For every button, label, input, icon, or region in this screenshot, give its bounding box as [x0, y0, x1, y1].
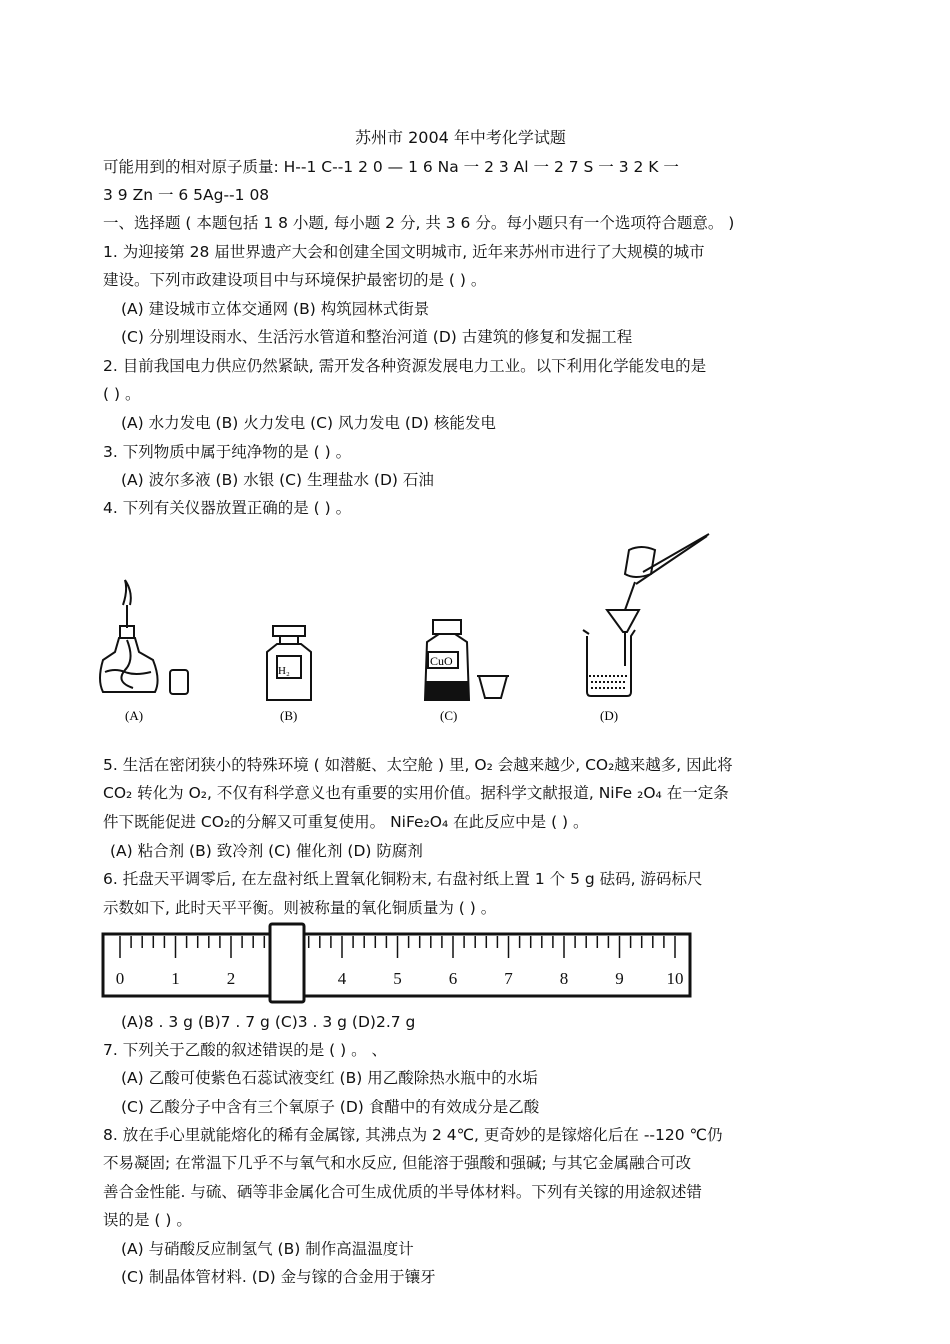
question-6-stem: 6. 托盘天平调零后, 在左盘衬纸上置氧化铜粉末, 右盘衬纸上置 1 个 5 g 砝码, 游码标尺 [103, 870, 703, 888]
section-heading: 一、选择题 ( 本题包括 1 8 小题, 每小题 2 分, 共 3 6 分。每小题只有一个选项符合题意。 ) [103, 214, 735, 232]
question-5-options: (A) 粘合剂 (B) 致冷剂 (C) 催化剂 (D) 防腐剂 [110, 842, 423, 860]
question-7-options-ab: (A) 乙酸可使紫色石蕊试液变红 (B) 用乙酸除热水瓶中的水垢 [121, 1069, 538, 1087]
question-8-stem-cont3: 误的是 ( ) 。 [103, 1211, 192, 1229]
scale-label: 5 [393, 969, 402, 988]
question-6-stem-cont: 示数如下, 此时天平平衡。则被称量的氧化铜质量为 ( ) 。 [103, 899, 497, 917]
alcohol-lamp [100, 580, 188, 694]
figure-label-b: (B) [280, 708, 298, 723]
question-8-stem: 8. 放在手心里就能熔化的稀有金属镓, 其沸点为 2 4℃, 更奇妙的是镓熔化后在 --120 ℃仍 [103, 1126, 723, 1144]
bottle-c-label: CuO [430, 654, 453, 668]
question-8-stem-cont1: 不易凝固; 在常温下几乎不与氧气和水反应, 但能溶于强酸和强碱; 与其它金属融合可改 [103, 1154, 692, 1172]
question-1-options-cd: (C) 分别埋设雨水、生活污水管道和整治河道 (D) 古建筑的修复和发掘工程 [121, 328, 633, 346]
question-7-options-cd: (C) 乙酸分子中含有三个氧原子 (D) 食醋中的有效成分是乙酸 [121, 1098, 540, 1116]
apparatus-figure [95, 530, 725, 730]
question-8-options-ab: (A) 与硝酸反应制氢气 (B) 制作高温温度计 [121, 1240, 414, 1258]
filtration-setup [583, 534, 709, 696]
question-5-stem: 5. 生活在密闭狭小的特殊环境 ( 如潜艇、太空舱 ) 里, O₂ 会越来越少, CO₂越来越多, 因此将 [103, 756, 733, 774]
question-4-stem: 4. 下列有关仪器放置正确的是 ( ) 。 [103, 499, 352, 517]
atomic-masses-line2: 3 9 Zn 一 6 5Ag--1 08 [103, 186, 270, 204]
page-title: 苏州市 2004 年中考化学试题 [355, 128, 566, 147]
question-5-stem-cont2: 件下既能促进 CO₂的分解又可重复使用。 NiFe₂O₄ 在此反应中是 ( ) 。 [103, 813, 589, 831]
question-2-stem-cont: ( ) 。 [103, 385, 141, 403]
question-3-stem: 3. 下列物质中属于纯净物的是 ( ) 。 [103, 443, 352, 461]
scale-label: 7 [504, 969, 513, 988]
scale-label: 0 [115, 969, 125, 988]
figure-label-a: (A) [125, 708, 144, 723]
question-1-stem: 1. 为迎接第 28 届世界遗产大会和创建全国文明城市, 近年来苏州市进行了大规模的城市 [103, 243, 705, 261]
rider-scale [100, 922, 696, 1004]
scale-label: 2 [226, 969, 236, 988]
question-8-options-cd: (C) 制晶体管材料. (D) 金与镓的合金用于镶牙 [121, 1268, 436, 1286]
question-3-options: (A) 波尔多液 (B) 水银 (C) 生理盐水 (D) 石油 [121, 471, 434, 489]
scale-label: 4 [337, 969, 347, 988]
figure-label-c: (C) [440, 708, 458, 723]
question-1-stem-cont: 建设。下列市政建设项目中与环境保护最密切的是 ( ) 。 [103, 271, 487, 289]
scale-label: 10 [666, 969, 684, 988]
bottle-b-label: H₂ [278, 665, 290, 677]
scale-label: 1 [171, 969, 180, 988]
scale-label: 8 [559, 969, 569, 988]
question-8-stem-cont2: 善合金性能. 与硫、硒等非金属化合可生成优质的半导体材料。下列有关镓的用途叙述错 [103, 1183, 702, 1201]
scale-label: 9 [615, 969, 624, 988]
question-7-stem: 7. 下列关于乙酸的叙述错误的是 ( ) 。 、 [103, 1041, 388, 1059]
question-1-options-ab: (A) 建设城市立体交通网 (B) 构筑园林式街景 [121, 300, 430, 318]
figure-label-d: (D) [600, 708, 619, 723]
question-6-options: (A)8 . 3 g (B)7 . 7 g (C)3 . 3 g (D)2.7 g [121, 1013, 416, 1031]
question-2-stem: 2. 目前我国电力供应仍然紧缺, 需开发各种资源发展电力工业。以下利用化学能发电的是 [103, 357, 707, 375]
gas-bottle-h2 [267, 626, 311, 700]
question-5-stem-cont1: CO₂ 转化为 O₂, 不仅有科学意义也有重要的实用价值。据科学文献报道, NiFe ₂O₄ 在一定条 [103, 784, 729, 802]
rider [270, 924, 304, 1002]
question-2-options: (A) 水力发电 (B) 火力发电 (C) 风力发电 (D) 核能发电 [121, 414, 496, 432]
scale-label: 6 [448, 969, 458, 988]
atomic-masses-line1: 可能用到的相对原子质量: H--1 C--1 2 0 — 1 6 Na 一 2 3 Al 一 2 7 S 一 3 2 K 一 [103, 158, 679, 176]
